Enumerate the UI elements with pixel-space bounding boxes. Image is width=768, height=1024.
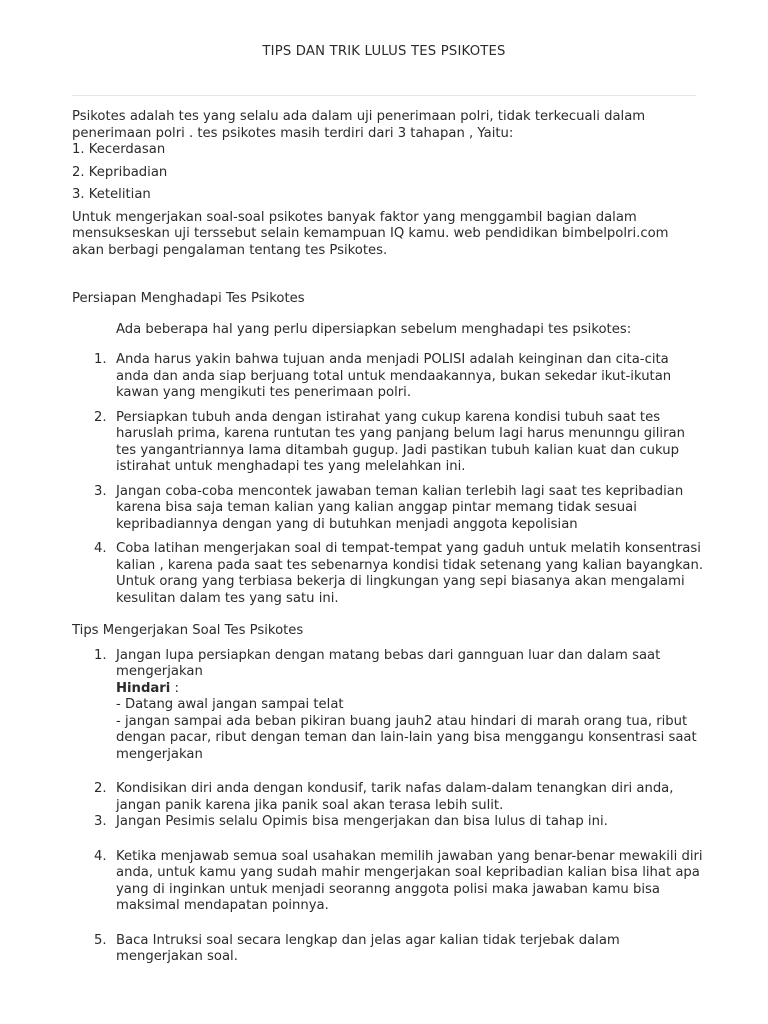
list-number: 3. [94, 483, 107, 499]
document-title: TIPS DAN TRIK LULUS TES PSIKOTES [262, 44, 506, 59]
list-item-text: Coba latihan mengerjakan soal di tempat-tempat yang gaduh untuk melatih konsentrasi kalian , karena pada saat tes sebenarnya kondisi tidak setenang yang kalian bayangkan. Untuk orang yang terbiasa bekerja di lingkungan yang sepi biasanya akan mengalami kesulitan dalam tes yang satu ini. [116, 541, 704, 606]
list-item-text: Kondisikan diri anda dengan kondusif, tarik nafas dalam-dalam tenangkan diri anda, jangan panik karena jika panik soal akan terasa lebih sulit. [116, 781, 674, 813]
list-number: 3. [94, 814, 107, 829]
stage-item: 3. Ketelitian [72, 187, 151, 202]
hindari-label: Hindari [116, 680, 171, 696]
body-paragraph: Untuk mengerjakan soal-soal psikotes banyak faktor yang menggambil bagian dalam mensukseskan uji terssebut selain kemampuan IQ kamu. web pendidikan bimbelpolri.com akan berbagi pengalaman tentang tes Psikotes. [72, 209, 669, 258]
preparation-list [72, 352, 704, 607]
list-number: 2. [94, 781, 107, 796]
list-item [72, 814, 704, 831]
list-item [72, 648, 704, 764]
list-item [72, 781, 704, 814]
list-number: 1. [94, 352, 107, 367]
list-item [72, 484, 704, 534]
sub-item: - Datang awal jangan sampai telat [116, 697, 344, 712]
list-number: 2. [94, 409, 107, 425]
list-item-text: Ketika menjawab semua soal usahakan memilih jawaban yang benar-benar mewakili diri anda, untuk kamu yang sudah mahir mengerjakan soal kepribadian kalian bisa lihat apa yang di inginkan untuk menjadi seoranng anggota polisi maka jawaban kamu bisa maksimal mendapatan poinnya. [116, 848, 703, 913]
stage-item: 2. Kepribadian [72, 164, 168, 180]
sub-item: - jangan sampai ada beban pikiran buang jauh2 atau hindari di marah orang tua, ribut dengan pacar, ribut dengan teman dan lain-lain yang bisa menggangu konsentrasi saat mengerjakan [116, 713, 697, 762]
header-divider [72, 95, 696, 96]
list-item [72, 410, 704, 476]
section-heading: Tips Mengerjakan Soal Tes Psikotes [72, 623, 304, 638]
list-item-text: Persiapkan tubuh anda dengan istirahat yang cukup karena kondisi tubuh saat tes haruslah prima, karena runtutan tes yang panjang belum lagi harus menunngu giliran tes yangantriannya lama ditambah gugup. Jadi pastikan tubuh kalian kuat dan cukup istirahat untuk menghadapi tes yang melelahkan ini. [116, 409, 685, 474]
list-item-text: Jangan Pesimis selalu Opimis bisa mengerjakan dan bisa lulus di tahap ini. [116, 814, 608, 829]
list-number: 4. [94, 848, 107, 864]
document-body [72, 109, 704, 966]
list-item-text: Anda harus yakin bahwa tujuan anda menjadi POLISI adalah keinginan dan cita-cita anda dan anda siap berjuang total untuk mendaakannya, bukan sekedar ikut-ikutan kawan yang mengikuti tes penerimaan polri. [116, 352, 672, 400]
list-item [72, 849, 704, 915]
section-heading: Persiapan Menghadapi Tes Psikotes [72, 291, 305, 306]
list-item-text: Jangan lupa persiapkan dengan matang bebas dari gannguan luar dan dalam saat mengerjakan [116, 647, 661, 679]
list-item-text: Jangan coba-coba mencontek jawaban teman kalian terlebih lagi saat tes kepribadian karena bisa saja teman kalian yang kalian anggap pintar memang tidak sesuai kepribadiannya dengan yang di butuhkan menjadi anggota kepolisian [116, 483, 684, 532]
list-item-text: Baca Intruksi soal secara lengkap dan jelas agar kalian tidak terjebak dalam mengerjakan soal. [116, 932, 620, 964]
list-item [72, 541, 704, 607]
list-number: 5. [94, 932, 107, 948]
list-item [72, 933, 704, 966]
tips-list [72, 648, 704, 966]
list-number: 4. [94, 541, 107, 556]
section-lead: Ada beberapa hal yang perlu dipersiapkan sebelum menghadapi tes psikotes: [116, 321, 632, 337]
stage-item: 1. Kecerdasan [72, 142, 166, 157]
hindari-colon: : [170, 680, 179, 696]
intro-paragraph: Psikotes adalah tes yang selalu ada dalam uji penerimaan polri, tidak terkecuali dalam penerimaan polri . tes psikotes masih terdiri dari 3 tahapan , Yaitu: [72, 109, 646, 141]
list-item [72, 352, 704, 402]
list-number: 1. [94, 647, 107, 663]
